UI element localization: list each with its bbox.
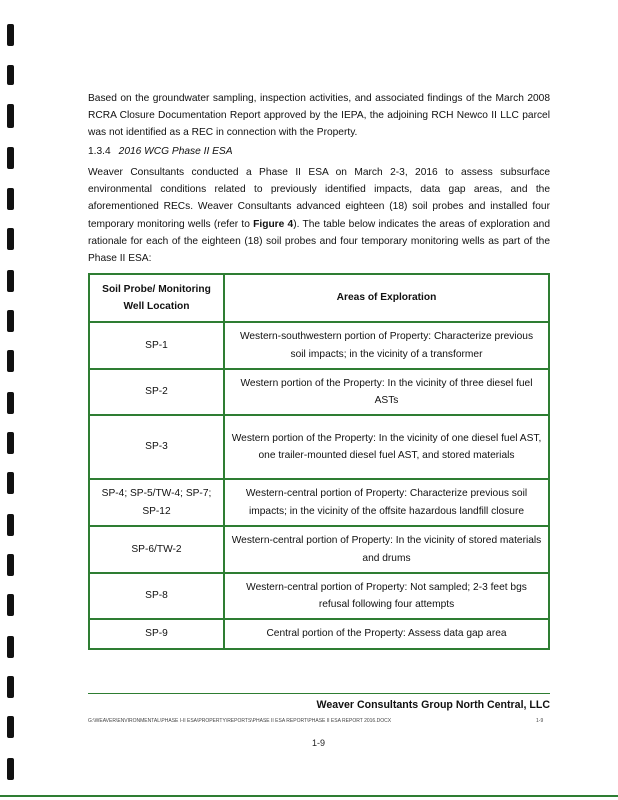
binder-hole (7, 594, 14, 616)
cell-area: Western-central portion of Property: Not sampled; 2-3 feet bgs refusal following four attempts (224, 573, 549, 619)
binder-hole (7, 147, 14, 169)
binder-hole (7, 432, 14, 454)
footer-company: Weaver Consultants Group North Central, LLC (316, 699, 550, 711)
binder-hole (7, 188, 14, 210)
header-area: Areas of Exploration (224, 274, 549, 322)
cell-area: Western portion of the Property: In the vicinity of three diesel fuel ASTs (224, 369, 549, 415)
bottom-edge-rule (0, 795, 618, 797)
cell-location: SP-9 (89, 619, 224, 649)
cell-area: Western-southwestern portion of Property: Characterize previous soil impacts; in the vicinity of a transformer (224, 322, 549, 369)
section-paragraph (88, 164, 550, 267)
cell-location: SP-4; SP-5/TW-4; SP-7; SP-12 (89, 479, 224, 526)
cell-area: Western-central portion of Property: In the vicinity of stored materials and drums (224, 526, 549, 573)
binder-hole (7, 65, 14, 85)
section-heading (88, 145, 233, 159)
section-title: 2016 WCG Phase II ESA (118, 146, 233, 157)
binder-hole (7, 270, 14, 292)
footer-file-path: G:\WEAVER\ENVIRONMENTAL\PHASE I-II ESA\PROPERTY\REPORTS\PHASE II ESA REPORT\PHASE II ESA REPORT 2016.DOCX (88, 718, 392, 724)
table-header-row (89, 274, 549, 322)
cell-area: Central portion of the Property: Assess data gap area (224, 619, 549, 649)
cell-location: SP-8 (89, 573, 224, 619)
binder-hole (7, 228, 14, 250)
table-row (89, 322, 549, 369)
exploration-table (88, 273, 550, 650)
table-row (89, 369, 549, 415)
cell-location: SP-1 (89, 322, 224, 369)
section-number: 1.3.4 (88, 146, 111, 157)
binder-hole (7, 716, 14, 738)
binder-hole (7, 472, 14, 494)
binder-hole (7, 554, 14, 576)
binder-hole (7, 392, 14, 414)
binder-hole (7, 310, 14, 332)
paragraph-text: ). The table below indicates the areas of exploration and rationale for each of the eighteen (18) soil probes and four temporary monitoring wells as part of the Phase II ESA: (88, 218, 550, 265)
cell-location: SP-6/TW-2 (89, 526, 224, 573)
table-row (89, 479, 549, 526)
footer-page-ref: 1-9 (536, 718, 544, 724)
binder-hole (7, 676, 14, 698)
cell-area: Western-central portion of Property: Characterize previous soil impacts; in the vicinity of the offsite hazardous landfill closure (224, 479, 549, 526)
cell-location: SP-2 (89, 369, 224, 415)
table-row (89, 526, 549, 573)
table-row (89, 619, 549, 649)
header-location: Soil Probe/ Monitoring Well Location (89, 274, 224, 322)
page-number: 1-9 (312, 738, 326, 748)
table-row (89, 573, 549, 619)
table-row (89, 415, 549, 479)
paragraph-text: Weaver Consultants conducted a Phase II ESA on March 2-3, 2016 to assess subsurface environmental conditions related to previously identified impacts, data gap areas, and the aforementioned RECs. Weaver Consultants advanced eighteen (18) soil probes and installed four temporary monitoring wells (refer to (88, 167, 550, 230)
footer-rule (88, 693, 550, 694)
binder-hole (7, 350, 14, 372)
cell-area: Western portion of the Property: In the vicinity of one diesel fuel AST, one trailer-mounted diesel fuel AST, and stored materials (224, 415, 549, 479)
binder-hole (7, 758, 14, 780)
binder-hole (7, 514, 14, 536)
binder-hole (7, 636, 14, 658)
figure-reference: Figure 4 (253, 218, 294, 230)
intro-paragraph: Based on the groundwater sampling, inspection activities, and associated findings of the March 2008 RCRA Closure Documentation Report approved by the IEPA, the adjoining RCH Newco II LLC parcel was not identified as a REC in connection with the Property. (88, 93, 550, 139)
cell-location: SP-3 (89, 415, 224, 479)
binder-hole (7, 104, 14, 128)
binder-hole (7, 24, 14, 46)
